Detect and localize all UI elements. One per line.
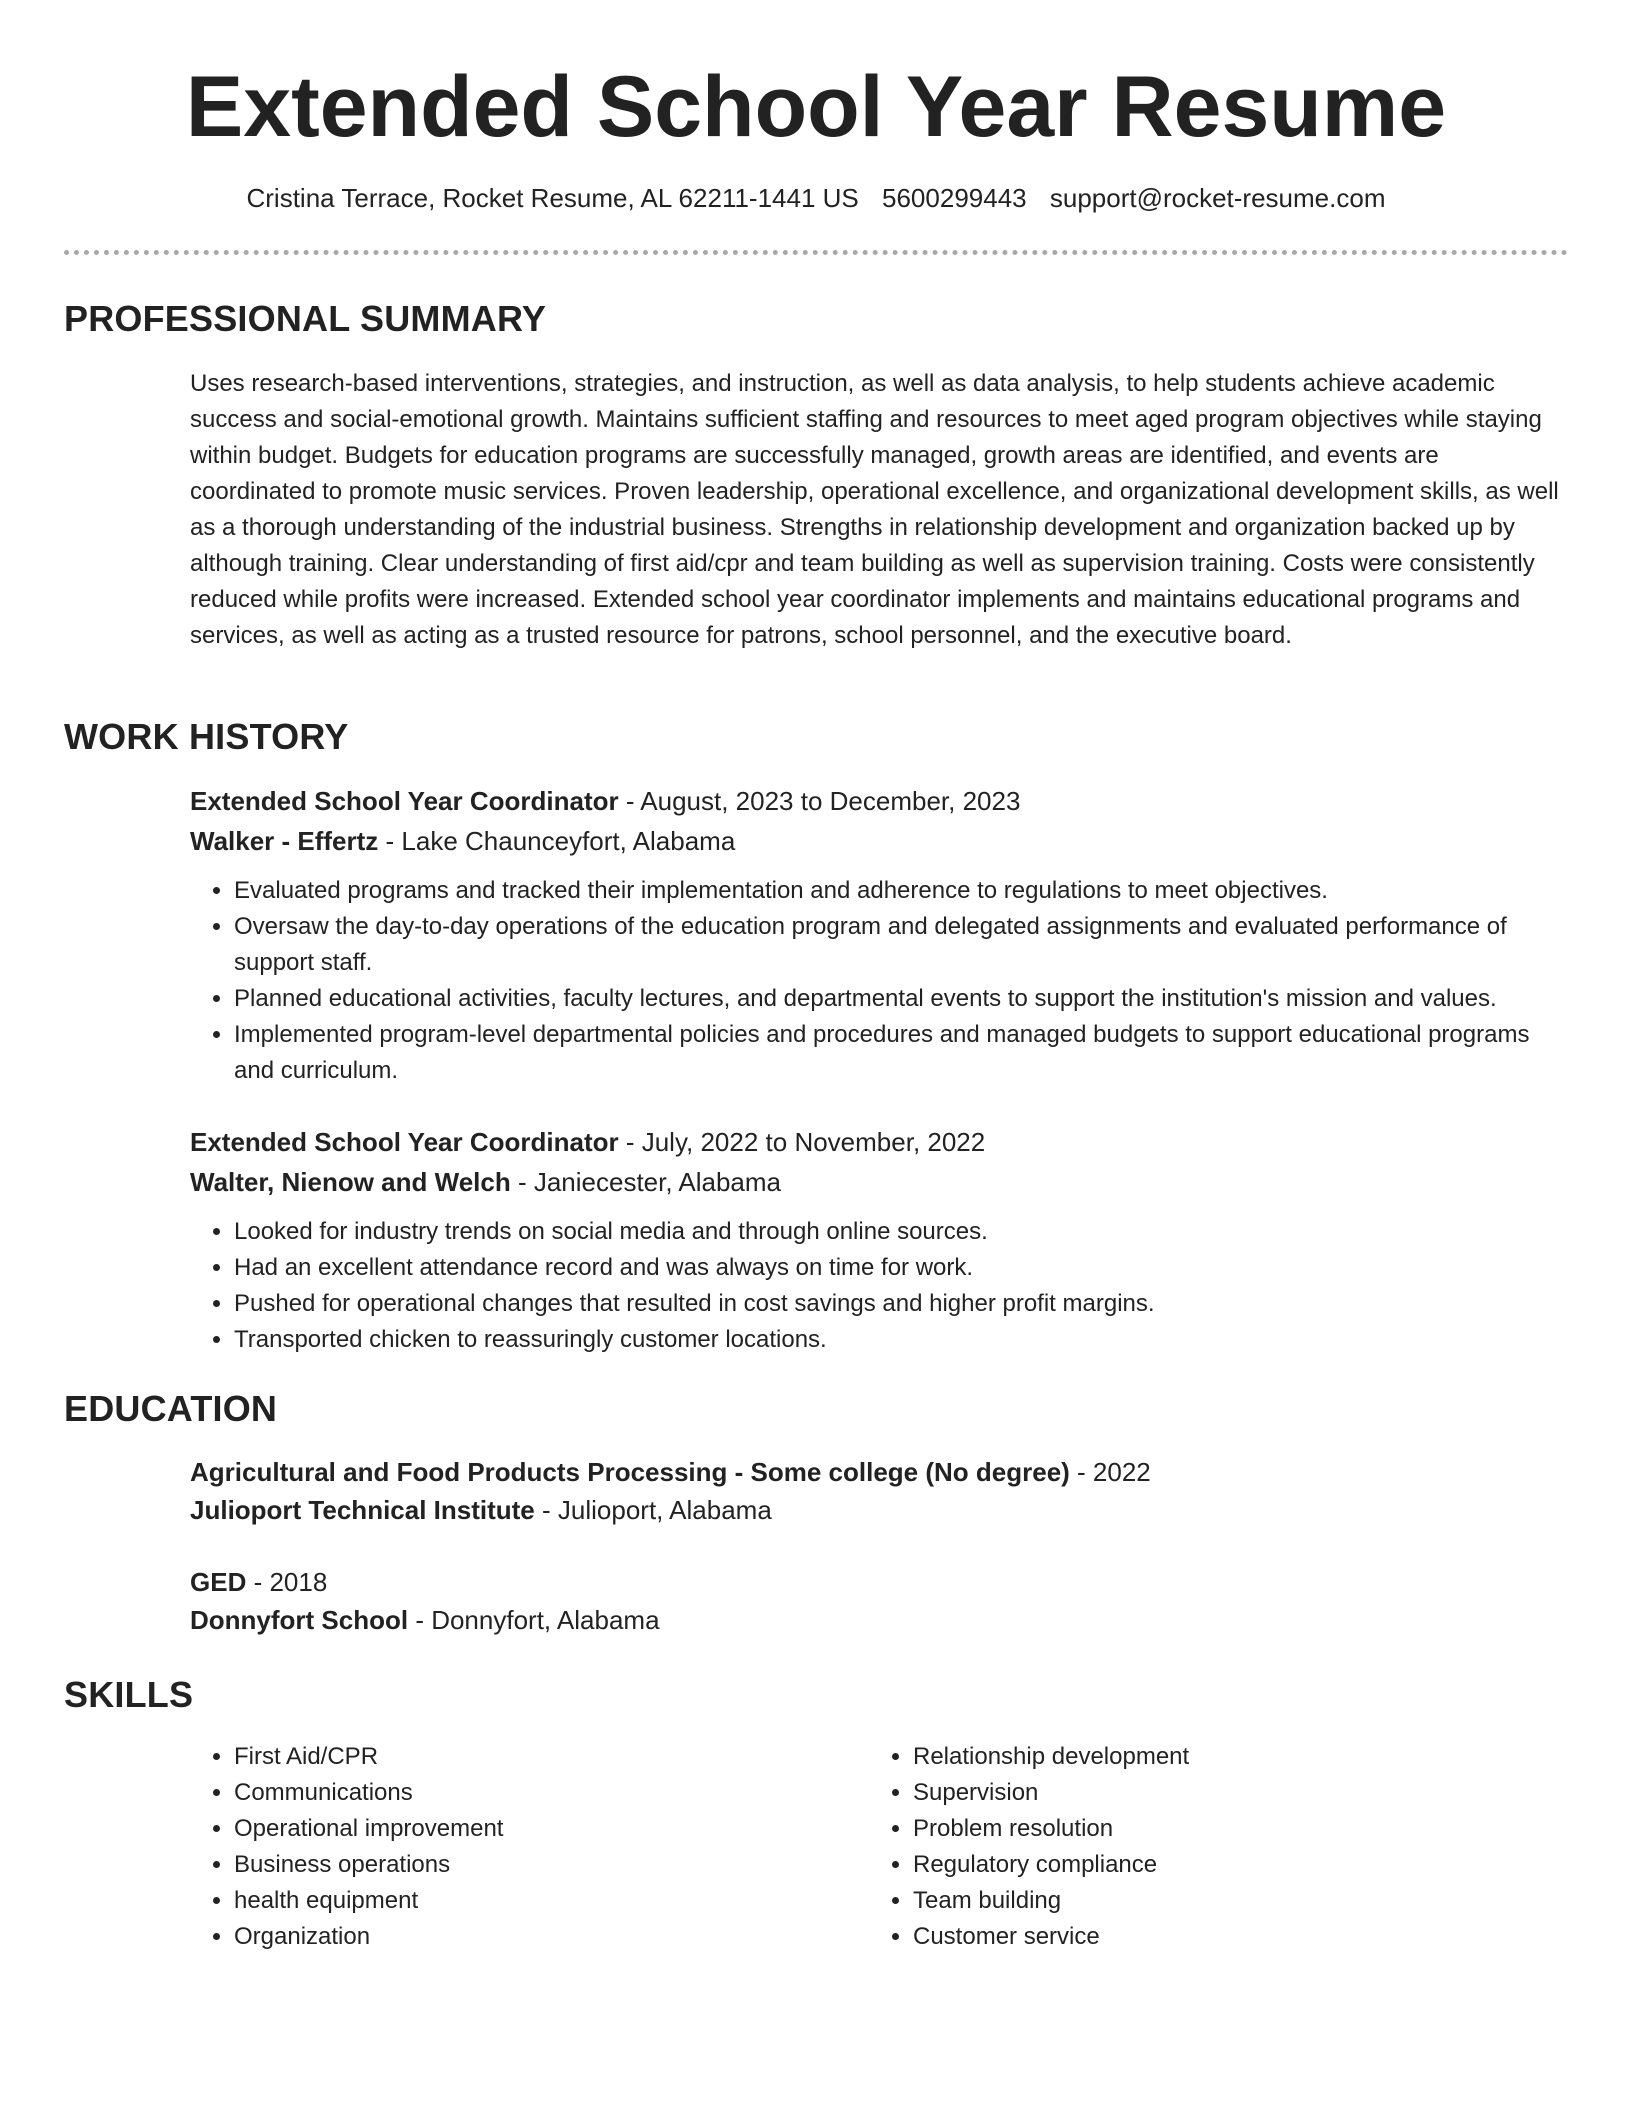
job-2-title: Extended School Year Coordinator [190,1127,619,1157]
education-2-degree-line [190,1563,327,1601]
list-item: • Communications [234,1775,874,1811]
job-1-title-line [190,782,1020,820]
resume-title: Extended School Year Resume [185,59,1447,155]
list-item: • Team building [913,1883,1553,1919]
education-1-degree: Agricultural and Food Products Processing - Some college (No degree) [190,1457,1070,1487]
education-2-school-line [190,1601,660,1639]
list-item: • Oversaw the day-to-day operations of the education program and delegated assignments and evaluated performance of support staff. [234,909,1570,981]
job-1-company-line [190,822,735,860]
education-heading: EDUCATION [64,1388,278,1429]
job-1-dates: - August, 2023 to December, 2023 [618,786,1021,816]
education-2-degree: GED [190,1567,247,1597]
job-1-location: - Lake Chaunceyfort, Alabama [378,826,736,856]
skills-heading: SKILLS [64,1674,194,1715]
education-1-year: - 2022 [1069,1457,1151,1487]
list-item: • Supervision [913,1775,1553,1811]
list-item: • Pushed for operational changes that resulted in cost savings and higher profit margins. [234,1286,1570,1322]
list-item: • health equipment [234,1883,874,1919]
list-item: • Looked for industry trends on social media and through online sources. [234,1214,1570,1250]
contact-email: support@rocket-resume.com [1049,183,1386,213]
list-item: • Planned educational activities, faculty lectures, and departmental events to support the institution's mission and values. [234,981,1570,1017]
work-history-heading: WORK HISTORY [64,716,349,757]
job-2-company: Walter, Nienow and Welch [190,1167,511,1197]
skills-list-left [190,1739,874,1955]
job-2-bullets [190,1214,1570,1358]
list-item: • Organization [234,1919,874,1955]
contact-line [0,178,1632,218]
education-2-location: - Donnyfort, Alabama [408,1605,660,1635]
education-2-school: Donnyfort School [190,1605,409,1635]
job-2-location: - Janiecester, Alabama [510,1167,781,1197]
summary-text: Uses research-based interventions, strategies, and instruction, as well as data analysis, to help students achieve academic success and social-emotional growth. Maintains sufficient staffing and resources to meet aged program objectives while staying within budget. Budgets for education programs are successfully managed, growth areas are identified, and events are coordinated to promote music services. Proven leadership, operational excellence, and organizational development skills, as well as a thorough understanding of the industrial business. Strengths in relationship development and organization backed up by although training. Clear understanding of first aid/cpr and team building as well as supervision training. Costs were consistently reduced while profits were increased. Extended school year coordinator implements and maintains educational programs and services, as well as acting as a trusted resource for patrons, school personnel, and the executive board. [190,370,1559,649]
list-item: • Operational improvement [234,1811,874,1847]
header-divider [64,250,1568,255]
job-1-title: Extended School Year Coordinator [190,786,619,816]
list-item: • Business operations [234,1847,874,1883]
list-item: • Evaluated programs and tracked their implementation and adherence to regulations to meet objectives. [234,873,1570,909]
job-2-company-line [190,1163,781,1201]
education-2-year: - 2018 [246,1567,328,1597]
job-1-bullets [190,873,1570,1089]
list-item: • Implemented program-level departmental policies and procedures and managed budgets to support educational programs and curriculum. [234,1017,1570,1089]
education-1-school-line [190,1491,772,1529]
contact-phone: 5600299443 [882,183,1027,213]
list-item: • Problem resolution [913,1811,1553,1847]
list-item: • Transported chicken to reassuringly customer locations. [234,1322,1570,1358]
job-2-title-line [190,1123,985,1161]
job-1-company: Walker - Effertz [190,826,379,856]
education-1-school: Julioport Technical Institute [190,1495,535,1525]
list-item: • Regulatory compliance [913,1847,1553,1883]
list-item: • Relationship development [913,1739,1553,1775]
skills-list-right [869,1739,1553,1955]
list-item: • Customer service [913,1919,1553,1955]
job-2-dates: - July, 2022 to November, 2022 [618,1127,986,1157]
contact-address: Cristina Terrace, Rocket Resume, AL 62211-1441 US [246,183,859,213]
education-1-location: - Julioport, Alabama [534,1495,772,1525]
list-item: • Had an excellent attendance record and was always on time for work. [234,1250,1570,1286]
summary-heading: PROFESSIONAL SUMMARY [64,298,547,339]
education-1-degree-line [190,1453,1151,1491]
list-item: • First Aid/CPR [234,1739,874,1775]
